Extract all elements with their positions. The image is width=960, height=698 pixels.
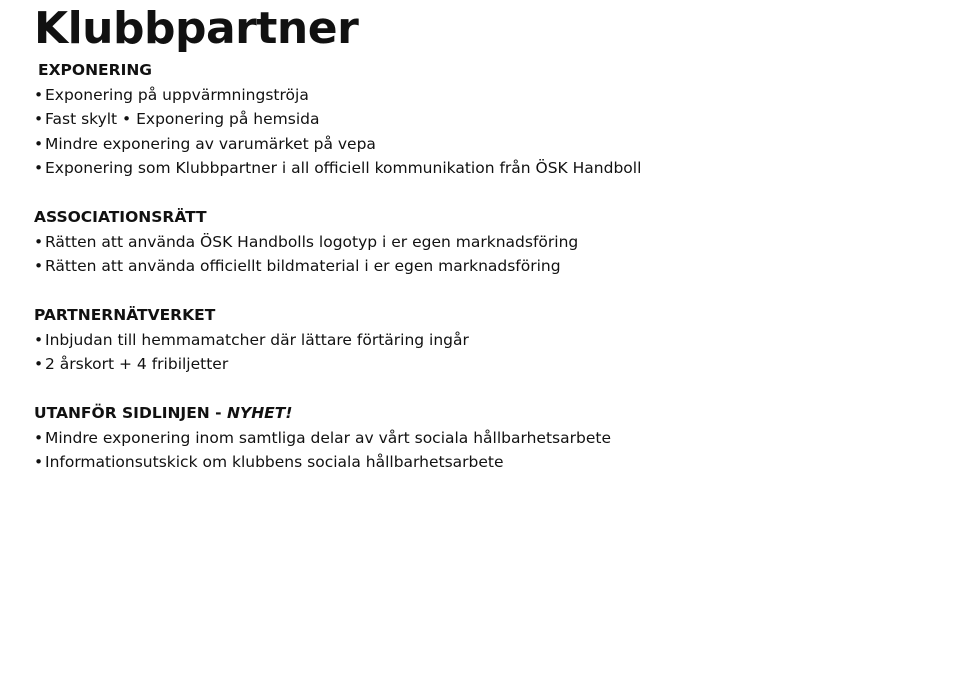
bullet-icon: • <box>34 85 44 104</box>
news-tag: NYHET! <box>227 404 293 422</box>
bullet-icon: • <box>34 110 44 128</box>
bullet-icon: • <box>34 257 44 275</box>
section-heading-text: UTANFÖR SIDLINJEN - <box>34 404 227 422</box>
list-item: • Exponering som Klubbpartner i all officiell kommunikation från ÖSK Handboll <box>34 156 934 181</box>
list-item: • Mindre exponering inom samtliga delar av vårt sociala hållbarhetsarbete <box>34 426 934 451</box>
bullet-icon: • <box>34 428 44 447</box>
list-item: • Mindre exponering av varumärket på vepa <box>34 132 934 157</box>
section-associationsratt <box>34 205 934 279</box>
list-item: • Informationsutskick om klubbens sociala hållbarhetsarbete <box>34 450 934 475</box>
list-item: • Fast skylt • Exponering på hemsida <box>34 107 934 132</box>
section-exponering <box>34 58 934 181</box>
page-title: Klubbpartner <box>34 3 359 54</box>
section-utanfor-sidlinjen <box>34 401 934 475</box>
bullet-list <box>34 230 934 279</box>
list-item: • Inbjudan till hemmamatcher där lättare förtäring ingår <box>34 328 934 353</box>
section-heading <box>34 401 934 426</box>
bullet-list <box>34 83 934 181</box>
document-page <box>34 0 934 475</box>
bullet-icon: • <box>34 134 44 153</box>
list-item: • Rätten att använda ÖSK Handbolls logotyp i er egen marknadsföring <box>34 230 934 255</box>
bullet-icon: • <box>34 330 44 349</box>
list-item: • 2 årskort + 4 fribiljetter <box>34 352 934 377</box>
bullet-icon: • <box>34 159 44 177</box>
list-item: • Rätten att använda officiellt bildmaterial i er egen marknadsföring <box>34 254 934 279</box>
section-heading: ASSOCIATIONSRÄTT <box>34 208 207 226</box>
section-heading: EXPONERING <box>38 61 153 79</box>
section-heading: PARTNERNÄTVERKET <box>34 306 216 324</box>
bullet-icon: • <box>34 232 44 251</box>
bullet-list <box>34 328 934 377</box>
bullet-icon: • <box>34 453 44 471</box>
bullet-list <box>34 426 934 475</box>
bullet-icon: • <box>34 355 44 373</box>
section-partnernatverket <box>34 303 934 377</box>
list-item: • Exponering på uppvärmningströja <box>34 83 934 108</box>
